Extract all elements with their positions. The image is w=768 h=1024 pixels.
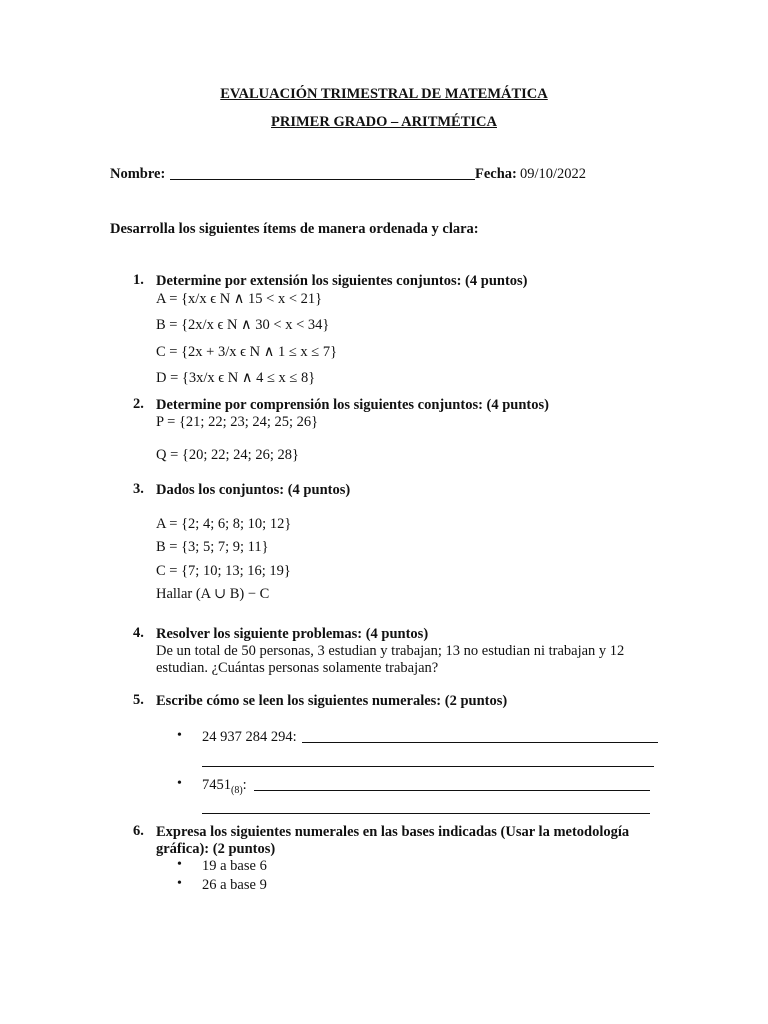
q5-answer-line-2a <box>254 790 650 791</box>
q5-title: Escribe cómo se leen los siguientes numerales: (2 puntos) <box>156 693 508 709</box>
q3-number: 3. <box>133 481 144 497</box>
q4-problem-line-1: De un total de 50 personas, 3 estudian y trabajan; 13 no estudian ni trabajan y 12 <box>156 643 625 659</box>
q6-bullet-2: 26 a base 9 <box>202 877 267 893</box>
q2-set-q: Q = {20; 22; 24; 26; 28} <box>156 447 299 463</box>
bullet-icon: • <box>177 876 182 891</box>
q1-set-a: A = {x/x ϵ N ∧ 15 < x < 21} <box>156 291 323 307</box>
q6-title-line-2: gráfica): (2 puntos) <box>156 841 276 857</box>
instruction: Desarrolla los siguientes ítems de manera ordenada y clara: <box>110 221 479 237</box>
q1-title: Determine por extensión los siguientes conjuntos: (4 puntos) <box>156 273 528 289</box>
q5-numeral-2: $7451_{(8)}$: <box>202 777 247 796</box>
q3-set-b: B = {3; 5; 7; 9; 11} <box>156 539 269 555</box>
q4-problem-line-2: estudian. ¿Cuántas personas solamente trabajan? <box>156 660 439 676</box>
q1-set-c: C = {2x + 3/x ϵ N ∧ 1 ≤ x ≤ 7} <box>156 344 338 360</box>
date-value: 09/10/2022 <box>520 166 587 182</box>
q4-title: Resolver los siguiente problemas: (4 puntos) <box>156 626 429 642</box>
q4-number: 4. <box>133 625 144 641</box>
q5-numeral-2-base: (8) <box>231 784 243 796</box>
q5-answer-line-2b <box>202 813 650 814</box>
document-subtitle: PRIMER GRADO – ARITMÉTICA <box>271 114 497 130</box>
q2-set-p: P = {21; 22; 23; 24; 25; 26} <box>156 414 319 430</box>
q1-set-b: B = {2x/x ϵ N ∧ 30 < x < 34} <box>156 317 330 333</box>
q3-hallar: Hallar (A ∪ B) − C <box>156 586 270 602</box>
q5-number: 5. <box>133 692 144 708</box>
bullet-icon: • <box>177 776 182 791</box>
q3-set-a: A = {2; 4; 6; 8; 10; 12} <box>156 516 292 532</box>
q5-answer-line-1b <box>202 766 654 767</box>
q6-bullet-1: 19 a base 6 <box>202 858 267 874</box>
q1-number: 1. <box>133 272 144 288</box>
name-line <box>170 179 475 180</box>
name-label: Nombre: <box>110 166 166 182</box>
q6-number: 6. <box>133 823 144 839</box>
q6-title-line-1: Expresa los siguientes numerales en las bases indicadas (Usar la metodología <box>156 824 630 840</box>
q5-answer-line-1a <box>302 742 658 743</box>
q5-numeral-1: 24 937 284 294: <box>202 729 297 745</box>
date-label: Fecha: <box>475 166 517 182</box>
q3-set-c: C = {7; 10; 13; 16; 19} <box>156 563 291 579</box>
q2-title: Determine por comprensión los siguientes conjuntos: (4 puntos) <box>156 397 549 413</box>
q1-set-d: D = {3x/x ϵ N ∧ 4 ≤ x ≤ 8} <box>156 370 316 386</box>
document-title: EVALUACIÓN TRIMESTRAL DE MATEMÁTICA <box>220 86 548 102</box>
q3-title: Dados los conjuntos: (4 puntos) <box>156 482 351 498</box>
bullet-icon: • <box>177 728 182 743</box>
bullet-icon: • <box>177 857 182 872</box>
q2-number: 2. <box>133 396 144 412</box>
